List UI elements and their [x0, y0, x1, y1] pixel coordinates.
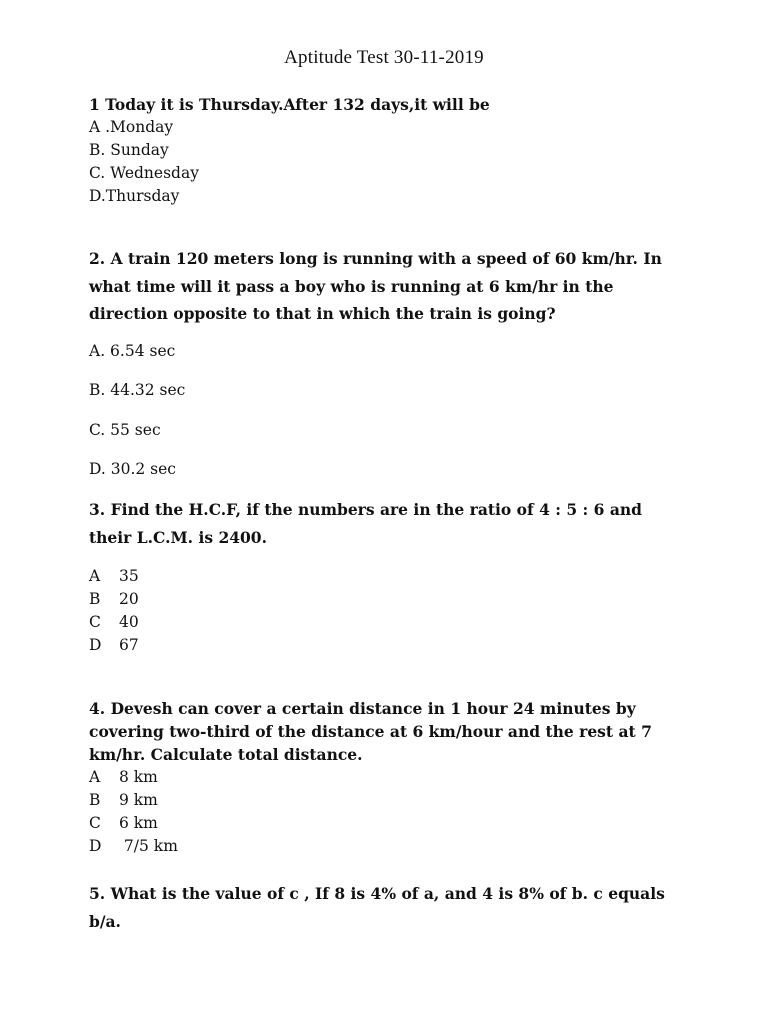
question-3-option-b: B 20 — [89, 590, 139, 608]
question-3-line-1: 3. Find the H.C.F, if the numbers are in the ratio of 4 : 5 : 6 and — [89, 500, 642, 519]
question-1 — [89, 93, 689, 208]
question-3 — [89, 496, 689, 551]
question-3-options — [89, 565, 689, 657]
question-2 — [89, 245, 689, 328]
question-4-option-a: A 8 km — [89, 768, 158, 786]
question-4 — [89, 697, 689, 858]
question-3-option-a: A 35 — [89, 567, 139, 585]
question-2-option-c: C. 55 sec — [89, 421, 161, 439]
question-3-option-c: C 40 — [89, 613, 139, 631]
question-3-option-d: D 67 — [89, 636, 139, 654]
page-title: Aptitude Test 30-11-2019 — [284, 47, 484, 68]
question-5 — [89, 880, 689, 935]
question-2-option-a: A. 6.54 sec — [89, 342, 176, 360]
question-4-option-b: B 9 km — [89, 791, 158, 809]
question-5-line-2: b/a. — [89, 911, 121, 931]
question-2-line-1: 2. A train 120 meters long is running with a speed of 60 km/hr. In — [89, 249, 662, 268]
question-4-option-d: D 7/5 km — [89, 837, 178, 855]
question-1-text: 1 Today it is Thursday.After 132 days,it will be — [89, 95, 490, 114]
question-1-option-a: A .Monday — [89, 118, 174, 136]
question-5-line-1: 5. What is the value of c , If 8 is 4% of a, and 4 is 8% of b. c equals — [89, 884, 665, 903]
question-4-line-3: km/hr. Calculate total distance. — [89, 745, 363, 764]
question-2-line-3: direction opposite to that in which the train is going? — [89, 304, 556, 323]
question-4-option-c: C 6 km — [89, 814, 158, 832]
question-4-line-1: 4. Devesh can cover a certain distance in 1 hour 24 minutes by — [89, 699, 636, 718]
question-4-line-2: covering two-third of the distance at 6 km/hour and the rest at 7 — [89, 722, 652, 741]
question-2-option-b: B. 44.32 sec — [89, 381, 186, 399]
question-3-line-2: their L.C.M. is 2400. — [89, 527, 267, 547]
question-2-option-d: D. 30.2 sec — [89, 460, 176, 478]
question-1-option-c: C. Wednesday — [89, 164, 199, 182]
question-1-option-d: D.Thursday — [89, 187, 180, 205]
question-2-line-2: what time will it pass a boy who is running at 6 km/hr in the — [89, 276, 614, 296]
question-1-option-b: B. Sunday — [89, 141, 169, 159]
